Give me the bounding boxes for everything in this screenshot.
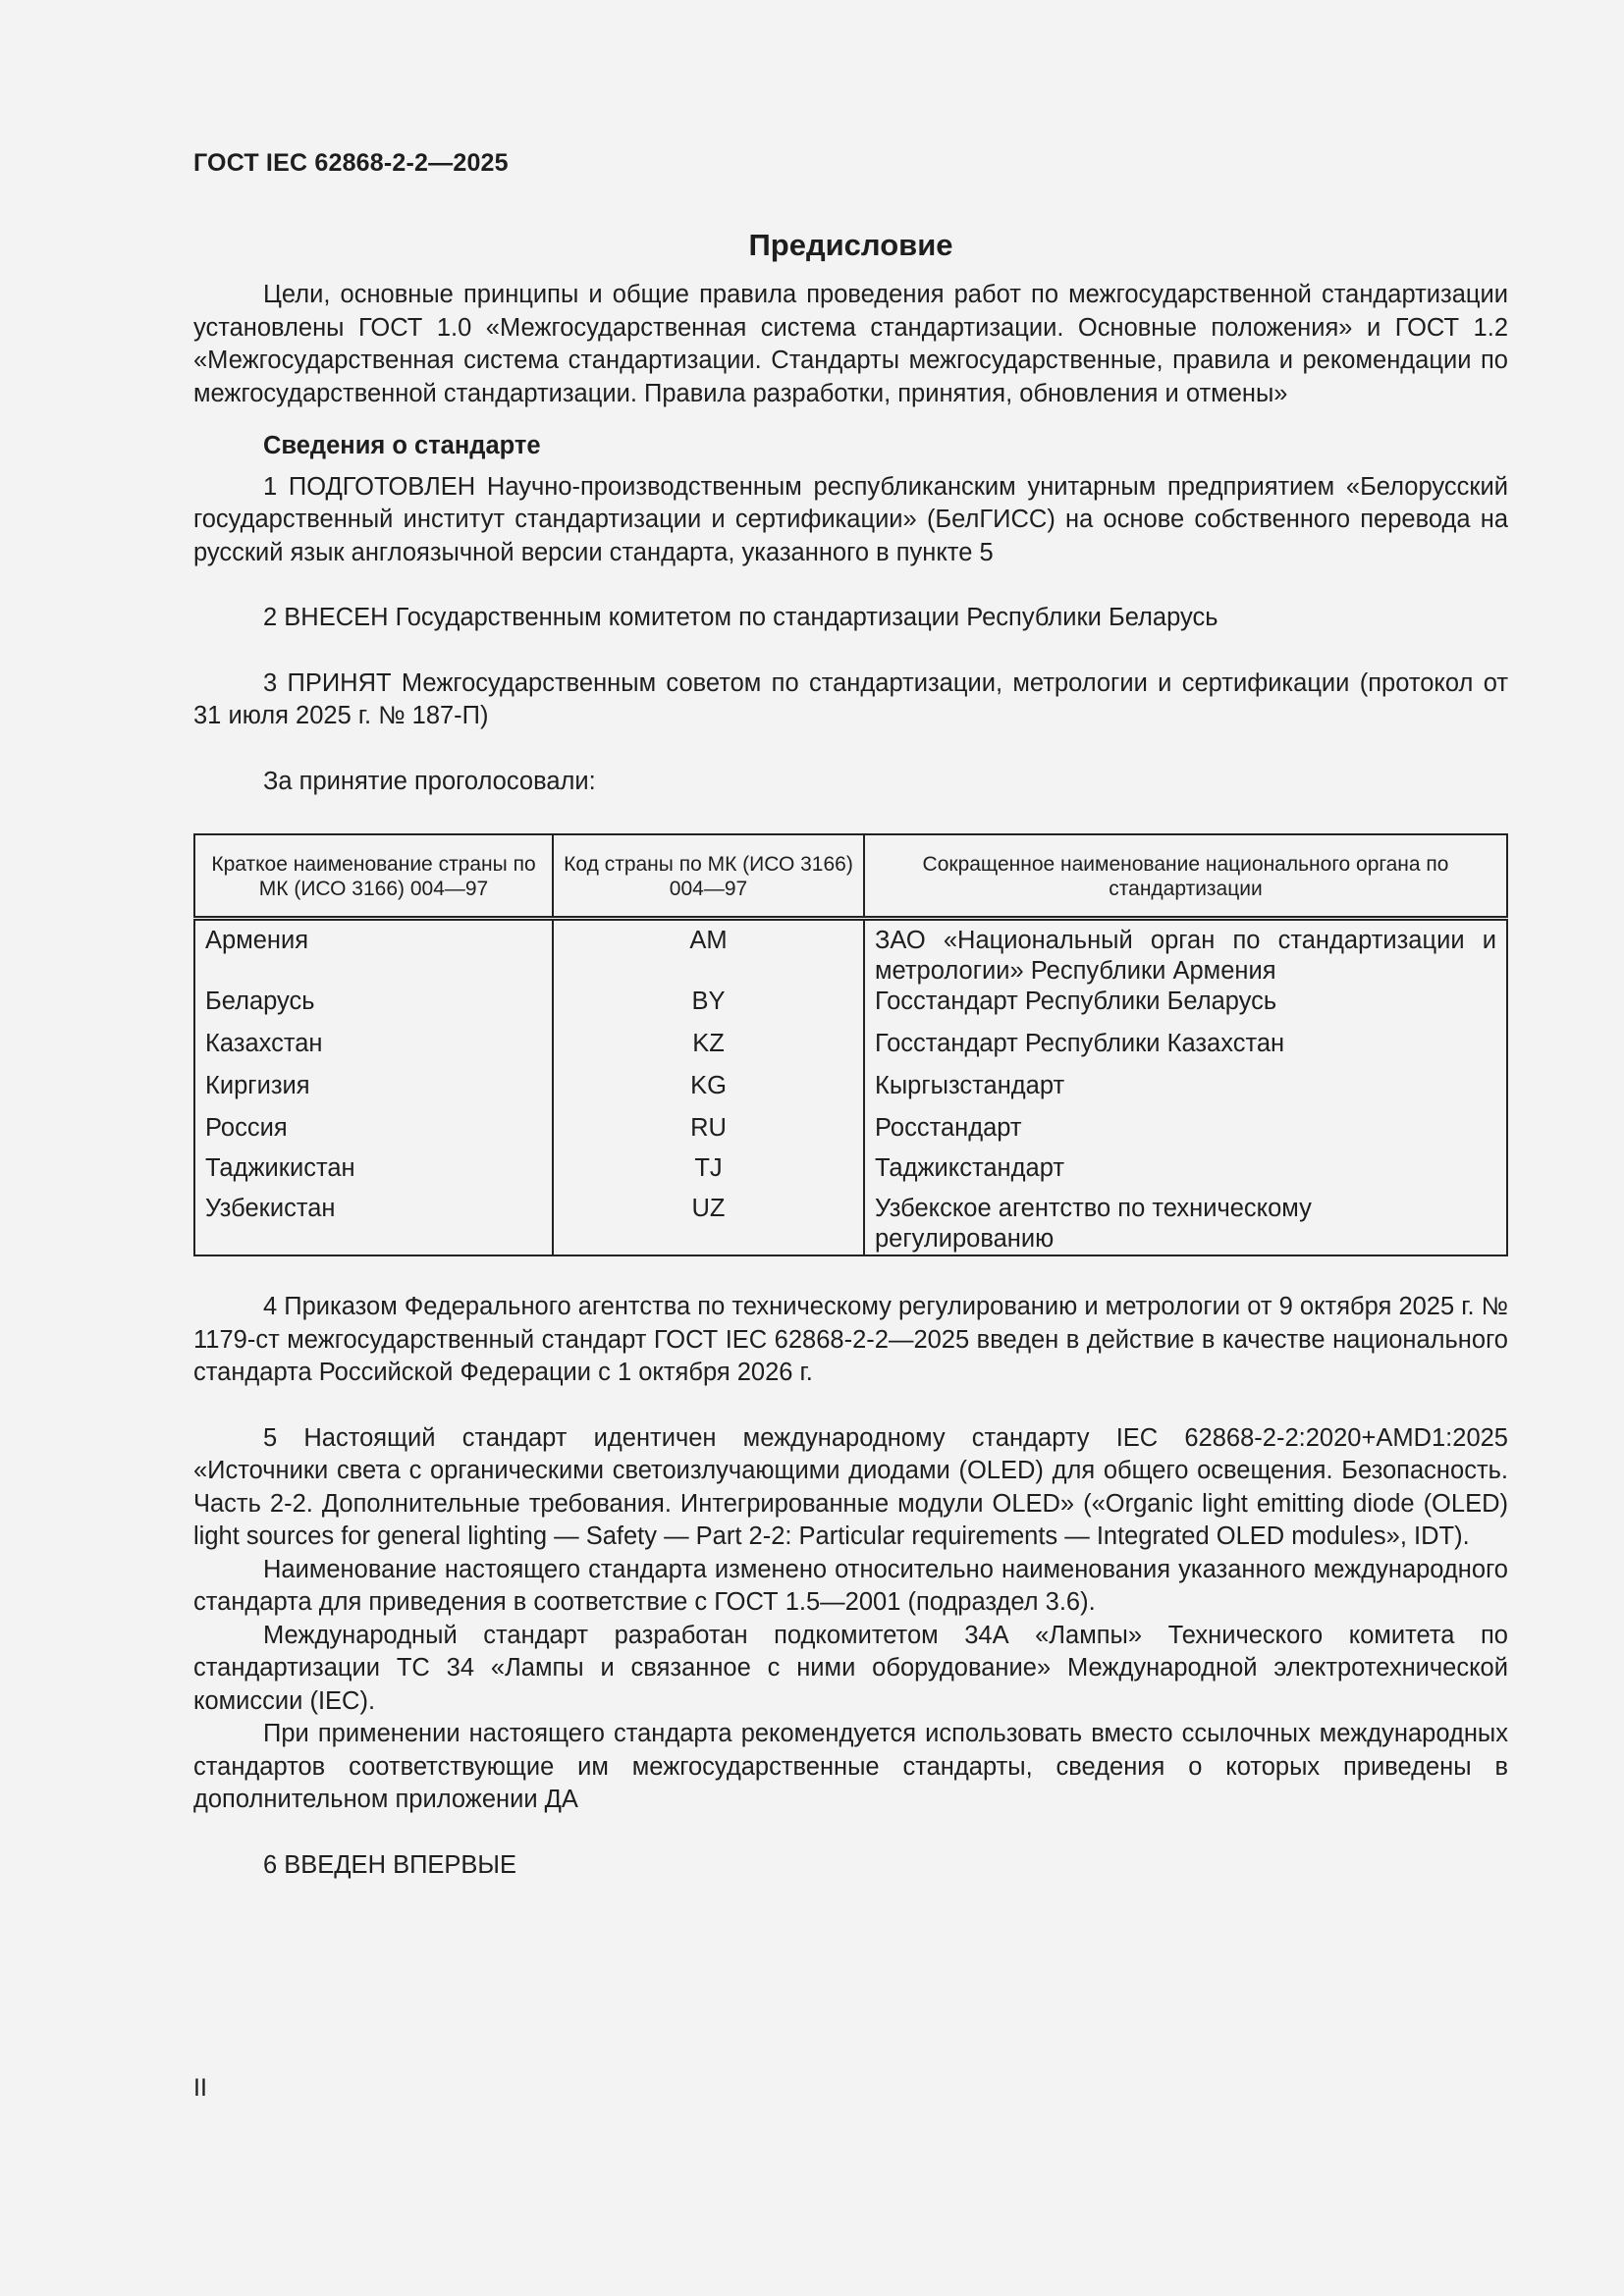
item-5-identity: 5 Настоящий стандарт идентичен международному стандарту IEC 62868-2-2:2020+AMD1:2025 «Источники света с органическими светоизлучающими диодами (OLED) для общего освещения. Безопасность. Часть 2-2. Дополнительные требования. Интегрированные модули OLED» («Organic light emitting diode (OLED) light sources for general lighting — Safety — Part 2-2: Particular requirements — Integrated OLED modules», IDT). (193, 1423, 1508, 1550)
country-cell: Россия (194, 1113, 553, 1153)
code-cell: AM (553, 919, 864, 988)
item-4-enactment: 4 Приказом Федерального агентства по техническому регулированию и метрологии от 9 октября 2025 г. № 1179-ст межгосударственный стандарт ГОСТ IEC 62868-2-2—2025 введен в действие в качестве национального стандарта Российской Федерации с 1 октября 2026 г. (193, 1293, 1508, 1386)
table-row (194, 1194, 1507, 1255)
org-cell: Кыргызстандарт (864, 1071, 1507, 1113)
item-5-title-change: Наименование настоящего стандарта изменено относительно наименования указанного международного стандарта для приведения в соответствие с ГОСТ 1.5—2001 (подраздел 3.6). (193, 1555, 1508, 1616)
code-cell: KG (553, 1071, 864, 1113)
intro-paragraph: Цели, основные принципы и общие правила проведения работ по межгосударственной стандартизации установлены ГОСТ 1.0 «Межгосударственная система стандартизации. Основные положения» и ГОСТ 1.2 «Межгосударственная система стандартизации. Стандарты межгосударственные, правила и рекомендации по межгосударственной стандартизации. Правила разработки, принятия, обновления и отмены» (193, 281, 1508, 407)
table-row (194, 1029, 1507, 1071)
item-3-adopted: 3 ПРИНЯТ Межгосударственным советом по стандартизации, метрологии и сертификации (протокол от 31 июля 2025 г. № 187-П) (193, 668, 1508, 729)
section-title: Предисловие (748, 228, 953, 262)
org-cell: Госстандарт Республики Казахстан (864, 1029, 1507, 1071)
country-cell: Узбекистан (194, 1194, 553, 1255)
voted-label: За принятие проголосовали: (263, 767, 596, 795)
table-row (194, 1071, 1507, 1113)
voting-countries-table (193, 833, 1508, 1256)
header-country-name: Краткое наименование страны по МК (ИСО 3166) 004—97 (194, 834, 553, 919)
header-national-body: Сокращенное наименование национального органа по стандартизации (864, 834, 1507, 919)
item-5-references: При применении настоящего стандарта рекомендуется использовать вместо ссылочных международных стандартов соответствующие им межгосударственные стандарты, сведения о которых приведены в дополнительном приложении ДА (193, 1720, 1508, 1813)
page-number: II (193, 2074, 207, 2102)
country-cell: Таджикистан (194, 1153, 553, 1194)
table-row (194, 987, 1507, 1029)
table-row (194, 1113, 1507, 1153)
foreword-content (193, 226, 1508, 1882)
header-country-code: Код страны по МК (ИСО 3166) 004—97 (553, 834, 864, 919)
org-cell: Росстандарт (864, 1113, 1507, 1153)
code-cell: KZ (553, 1029, 864, 1071)
org-cell: Госстандарт Республики Беларусь (864, 987, 1507, 1029)
subheading-standard-info: Сведения о стандарте (263, 432, 541, 459)
code-cell: TJ (553, 1153, 864, 1194)
item-6-first-introduced: 6 ВВЕДЕН ВПЕРВЫЕ (263, 1850, 517, 1879)
country-cell: Казахстан (194, 1029, 553, 1071)
code-cell: BY (553, 987, 864, 1029)
standard-designation: ГОСТ IEC 62868-2-2—2025 (193, 149, 509, 177)
country-cell: Армения (194, 919, 553, 988)
org-cell: ЗАО «Национальный орган по стандартизации и метрологии» Республики Армения (864, 919, 1507, 988)
table-header-row (194, 834, 1507, 919)
country-cell: Киргизия (194, 1071, 553, 1113)
item-2-submitted: 2 ВНЕСЕН Государственным комитетом по стандартизации Республики Беларусь (263, 604, 1218, 631)
country-cell: Беларусь (194, 987, 553, 1029)
org-cell: Таджикстандарт (864, 1153, 1507, 1194)
table-row (194, 919, 1507, 988)
item-1-prepared: 1 ПОДГОТОВЛЕН Научно-производственным республиканским унитарным предприятием «Белорусский государственный институт стандартизации и сертификации» (БелГИСС) на основе собственного перевода на русский язык англоязычной версии стандарта, указанного в пункте 5 (193, 472, 1508, 566)
code-cell: UZ (553, 1194, 864, 1255)
item-5-developer: Международный стандарт разработан подкомитетом 34А «Лампы» Технического комитета по стандартизации ТС 34 «Лампы и связанное с ними оборудование» Международной электротехнической комиссии (IEC). (193, 1621, 1508, 1715)
code-cell: RU (553, 1113, 864, 1153)
org-cell: Узбекское агентство по техническому регулированию (864, 1194, 1507, 1255)
table-row (194, 1153, 1507, 1194)
